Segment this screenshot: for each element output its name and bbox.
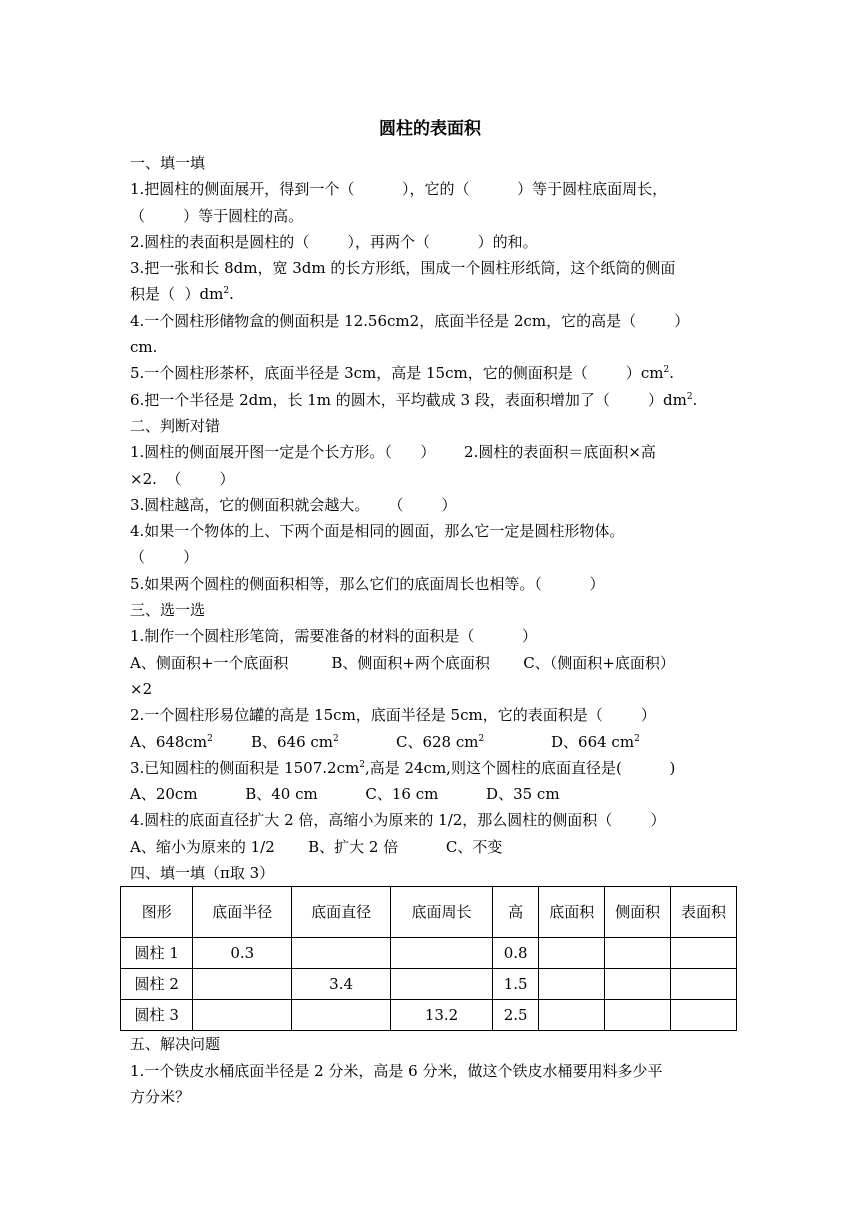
section-heading-true-false: 二、判断对错: [130, 416, 221, 435]
question-text: 4.圆柱的底面直径扩大 2 倍，高缩小为原来的 1/2，那么圆柱的侧面积（ ）: [130, 811, 666, 830]
table-cell[interactable]: [193, 969, 292, 1000]
table-cell: 圆柱 2: [121, 969, 193, 1000]
question-text: 3.把一张和长 8dm，宽 3dm 的长方形纸，围成一个圆柱形纸筒，这个纸筒的侧面: [130, 259, 676, 278]
question-text: 6.把一个半径是 2dm，长 1m 的圆木，平均截成 3 段，表面积增加了（ ）$dm^2$.: [130, 390, 698, 409]
section-heading-word-problems: 五、解决问题: [130, 1035, 221, 1054]
question-text: cm.: [130, 338, 158, 357]
table-header-cell: 高: [493, 887, 539, 938]
section-heading-fill-in: 一、填一填: [130, 154, 206, 172]
table-cell[interactable]: [539, 1000, 605, 1031]
question-text: 5.如果两个圆柱的侧面积相等，那么它们的底面周长也相等。（ ）: [130, 574, 605, 593]
question-text: 1.一个铁皮水桶底面半径是 2 分米，高是 6 分米，做这个铁皮水桶要用料多少平: [130, 1061, 663, 1080]
question-text: 3.圆柱越高，它的侧面积就会越大。 （ ）: [130, 495, 457, 514]
table-cell[interactable]: [605, 938, 671, 969]
table-cell[interactable]: [390, 969, 492, 1000]
choice-options: A、20cm B、40 cm C、16 cm D、35 cm: [130, 785, 560, 804]
table-cell: 圆柱 3: [121, 1000, 193, 1031]
table-header-cell: 底面周长: [390, 887, 492, 938]
choice-options: A、$648cm^2$ B、646 $cm^2$ C、628 $cm^2$ D、664 $cm^2$: [130, 732, 640, 751]
question-text: 2.一个圆柱形易位罐的高是 15cm，底面半径是 5cm，它的表面积是（ ）: [130, 706, 656, 725]
question-text: 1.把圆柱的侧面展开，得到一个（ ），它的（ ）等于圆柱底面周长，: [130, 180, 668, 199]
question-text: （ ）等于圆柱的高。: [130, 206, 304, 225]
table-header-cell: 表面积: [671, 887, 737, 938]
section-heading-multiple-choice: 三、选一选: [130, 601, 206, 620]
table-cell[interactable]: [539, 938, 605, 969]
question-text: 1.圆柱的侧面展开图一定是个长方形。（ ） 2.圆柱的表面积＝底面积×高: [130, 443, 656, 462]
table-header-cell: 图形: [121, 887, 193, 938]
table-cell[interactable]: [193, 1000, 292, 1031]
table-cell[interactable]: [671, 1000, 737, 1031]
choice-options: ×2: [130, 679, 153, 698]
question-text: 1.制作一个圆柱形笔筒，需要准备的材料的面积是（ ）: [130, 627, 537, 646]
table-cell[interactable]: [292, 1000, 391, 1031]
question-text: 积是（ ）$dm^2$.: [130, 285, 234, 304]
question-text: 4.一个圆柱形储物盒的侧面积是 12.56cm2，底面半径是 2cm，它的高是（ ）: [130, 311, 690, 330]
cylinder-table: [120, 886, 737, 1031]
table-cell[interactable]: [390, 938, 492, 969]
table-row: [121, 969, 737, 1000]
choice-options: A、侧面积+一个底面积 B、侧面积+两个底面积 C、（侧面积+底面积）: [130, 653, 675, 672]
table-cell[interactable]: [539, 969, 605, 1000]
table-cell[interactable]: 1.5: [493, 969, 539, 1000]
question-text: 4.如果一个物体的上、下两个面是相同的圆面，那么它一定是圆柱形物体。: [130, 522, 625, 541]
table-cell[interactable]: 13.2: [390, 1000, 492, 1031]
worksheet-content: [130, 150, 730, 1110]
table-header-cell: 底面半径: [193, 887, 292, 938]
table-cell[interactable]: 0.8: [493, 938, 539, 969]
question-text: 方分米？: [130, 1087, 191, 1106]
table-cell[interactable]: [671, 938, 737, 969]
table-cell[interactable]: 3.4: [292, 969, 391, 1000]
table-cell[interactable]: [292, 938, 391, 969]
table-header-cell: 底面直径: [292, 887, 391, 938]
question-text: 5.一个圆柱形茶杯，底面半径是 3cm，高是 15cm，它的侧面积是（ ）$cm^2$.: [130, 364, 675, 383]
question-text: 2.圆柱的表面积是圆柱的（ ），再两个（ ）的和。: [130, 232, 538, 251]
table-header-cell: 侧面积: [605, 887, 671, 938]
table-cell[interactable]: [605, 1000, 671, 1031]
table-header-row: [121, 887, 737, 938]
table-cell[interactable]: [671, 969, 737, 1000]
question-text: ×2. （ ）: [130, 469, 235, 488]
table-row: [121, 1000, 737, 1031]
section-heading-table: 四、填一填（π取 3）: [130, 864, 275, 883]
table-cell[interactable]: 0.3: [193, 938, 292, 969]
table-header-cell: 底面积: [539, 887, 605, 938]
table-cell[interactable]: 2.5: [493, 1000, 539, 1031]
table-cell: 圆柱 1: [121, 938, 193, 969]
choice-options: A、缩小为原来的 1/2 B、扩大 2 倍 C、不变: [130, 837, 503, 856]
page-title: 圆柱的表面积: [379, 119, 481, 139]
table-row: [121, 938, 737, 969]
question-text: （ ）: [130, 548, 199, 567]
question-text: 3.已知圆柱的侧面积是 $1507.2cm^2$,高是 24cm,则这个圆柱的底面直径是( ): [130, 758, 676, 777]
table-cell[interactable]: [605, 969, 671, 1000]
